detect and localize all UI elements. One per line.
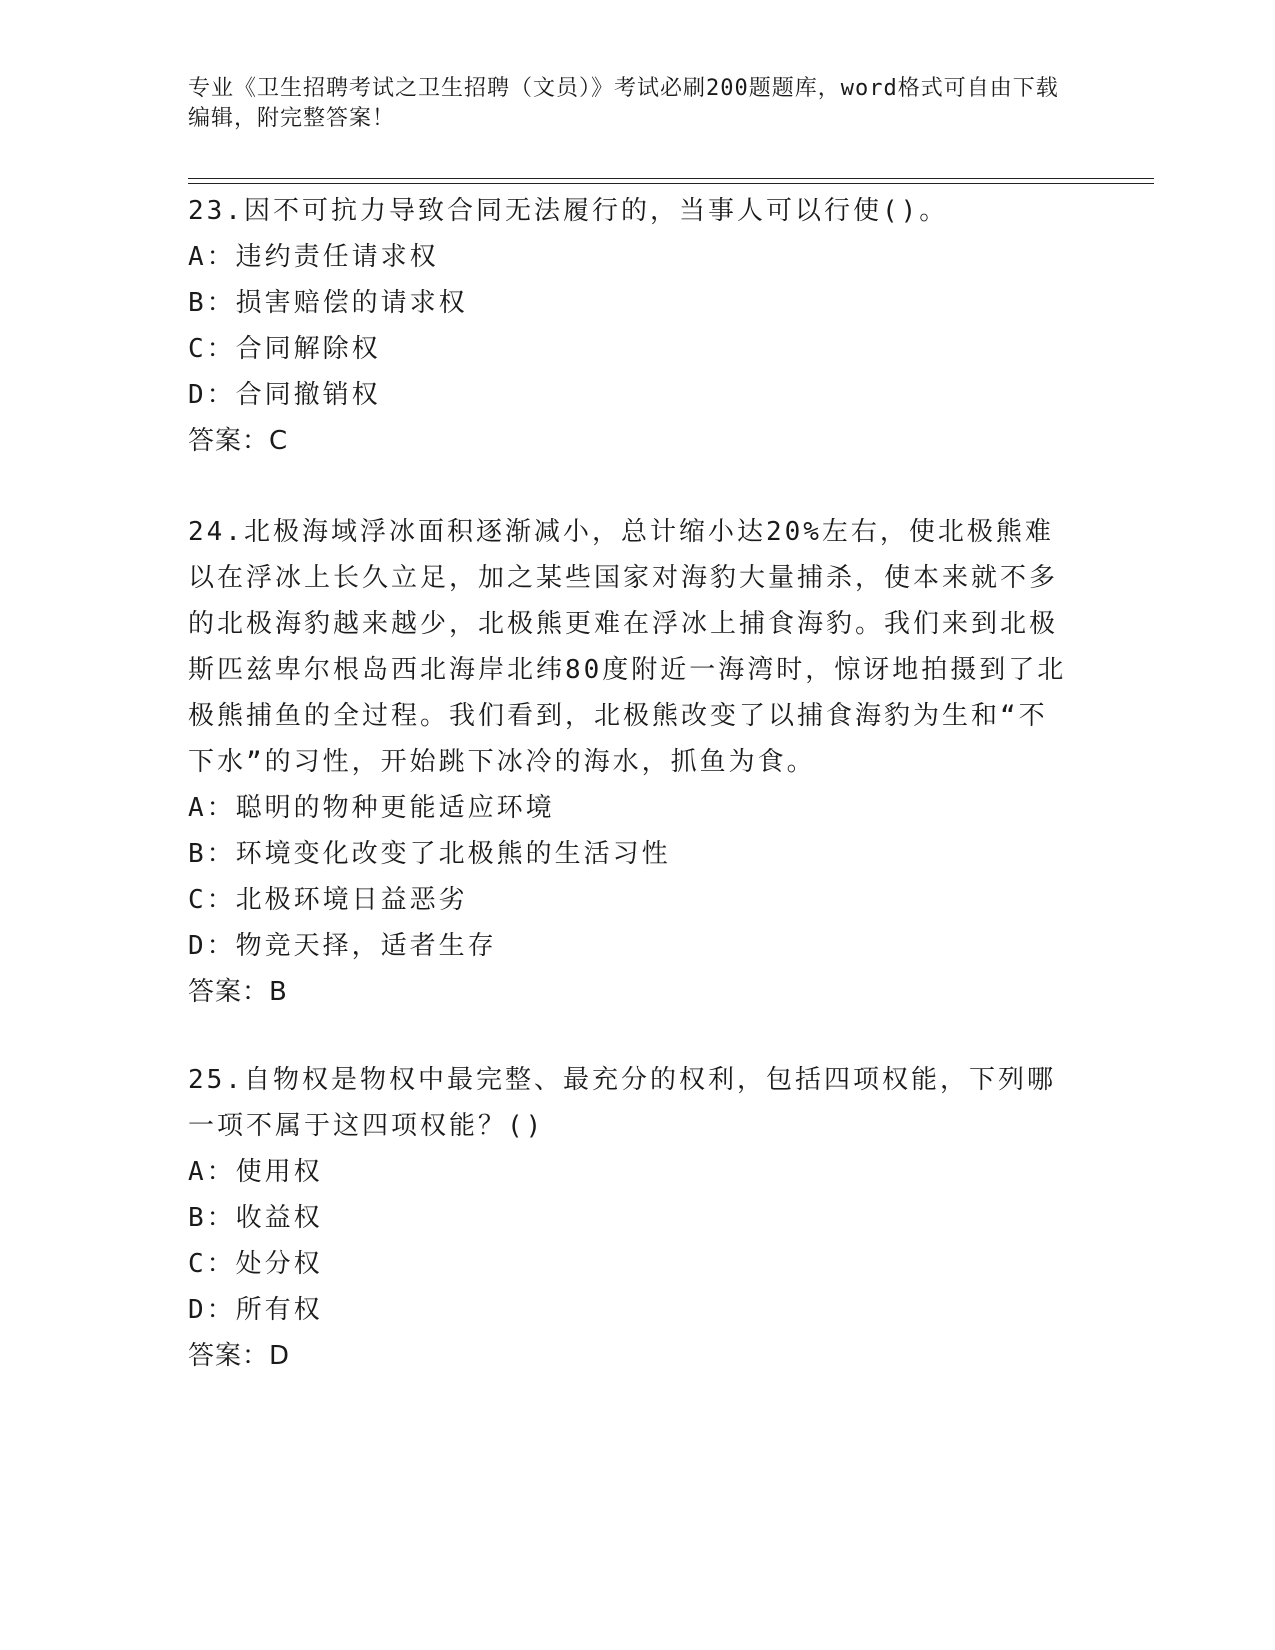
option-c: C：合同解除权	[188, 334, 381, 364]
option-a: A：违约责任请求权	[188, 242, 439, 272]
question-24	[188, 509, 1068, 1015]
answer-label: 答案：C	[188, 426, 289, 456]
option-c: C：北极环境日益恶劣	[188, 885, 468, 915]
option-b: B：损害赔偿的请求权	[188, 288, 468, 318]
option-d: D：合同撤销权	[188, 380, 381, 410]
option-a: A：使用权	[188, 1157, 323, 1187]
option-a: A：聪明的物种更能适应环境	[188, 793, 555, 823]
question-text: 25.自物权是物权中最完整、最充分的权利，包括四项权能，下列哪一项不属于这四项权能？()	[188, 1065, 1056, 1141]
option-c: C：处分权	[188, 1249, 323, 1279]
question-23	[188, 188, 1068, 464]
header-divider-top	[188, 178, 1154, 179]
header-divider-bottom	[188, 183, 1154, 184]
option-b: B：收益权	[188, 1203, 323, 1233]
question-text: 24.北极海域浮冰面积逐渐减小，总计缩小达20%左右，使北极熊难以在浮冰上长久立足，加之某些国家对海豹大量捕杀，使本来就不多的北极海豹越来越少，北极熊更难在浮冰上捕食海豹。我们来到北极斯匹兹卑尔根岛西北海岸北纬80度附近一海湾时，惊讶地拍摄到了北极熊捕鱼的全过程。我们看到，北极熊改变了以捕食海豹为生和“不下水”的习性，开始跳下冰冷的海水，抓鱼为食。	[188, 517, 1067, 777]
answer-label: 答案：D	[188, 1341, 291, 1371]
document-header: 专业《卫生招聘考试之卫生招聘（文员）》考试必刷200题题库，word格式可自由下载编辑，附完整答案！	[188, 76, 1059, 131]
answer-label: 答案：B	[188, 977, 288, 1007]
question-25	[188, 1057, 1068, 1379]
option-d: D：所有权	[188, 1295, 323, 1325]
option-b: B：环境变化改变了北极熊的生活习性	[188, 839, 671, 869]
option-d: D：物竞天择，适者生存	[188, 931, 497, 961]
question-text: 23.因不可抗力导致合同无法履行的，当事人可以行使()。	[188, 196, 949, 226]
